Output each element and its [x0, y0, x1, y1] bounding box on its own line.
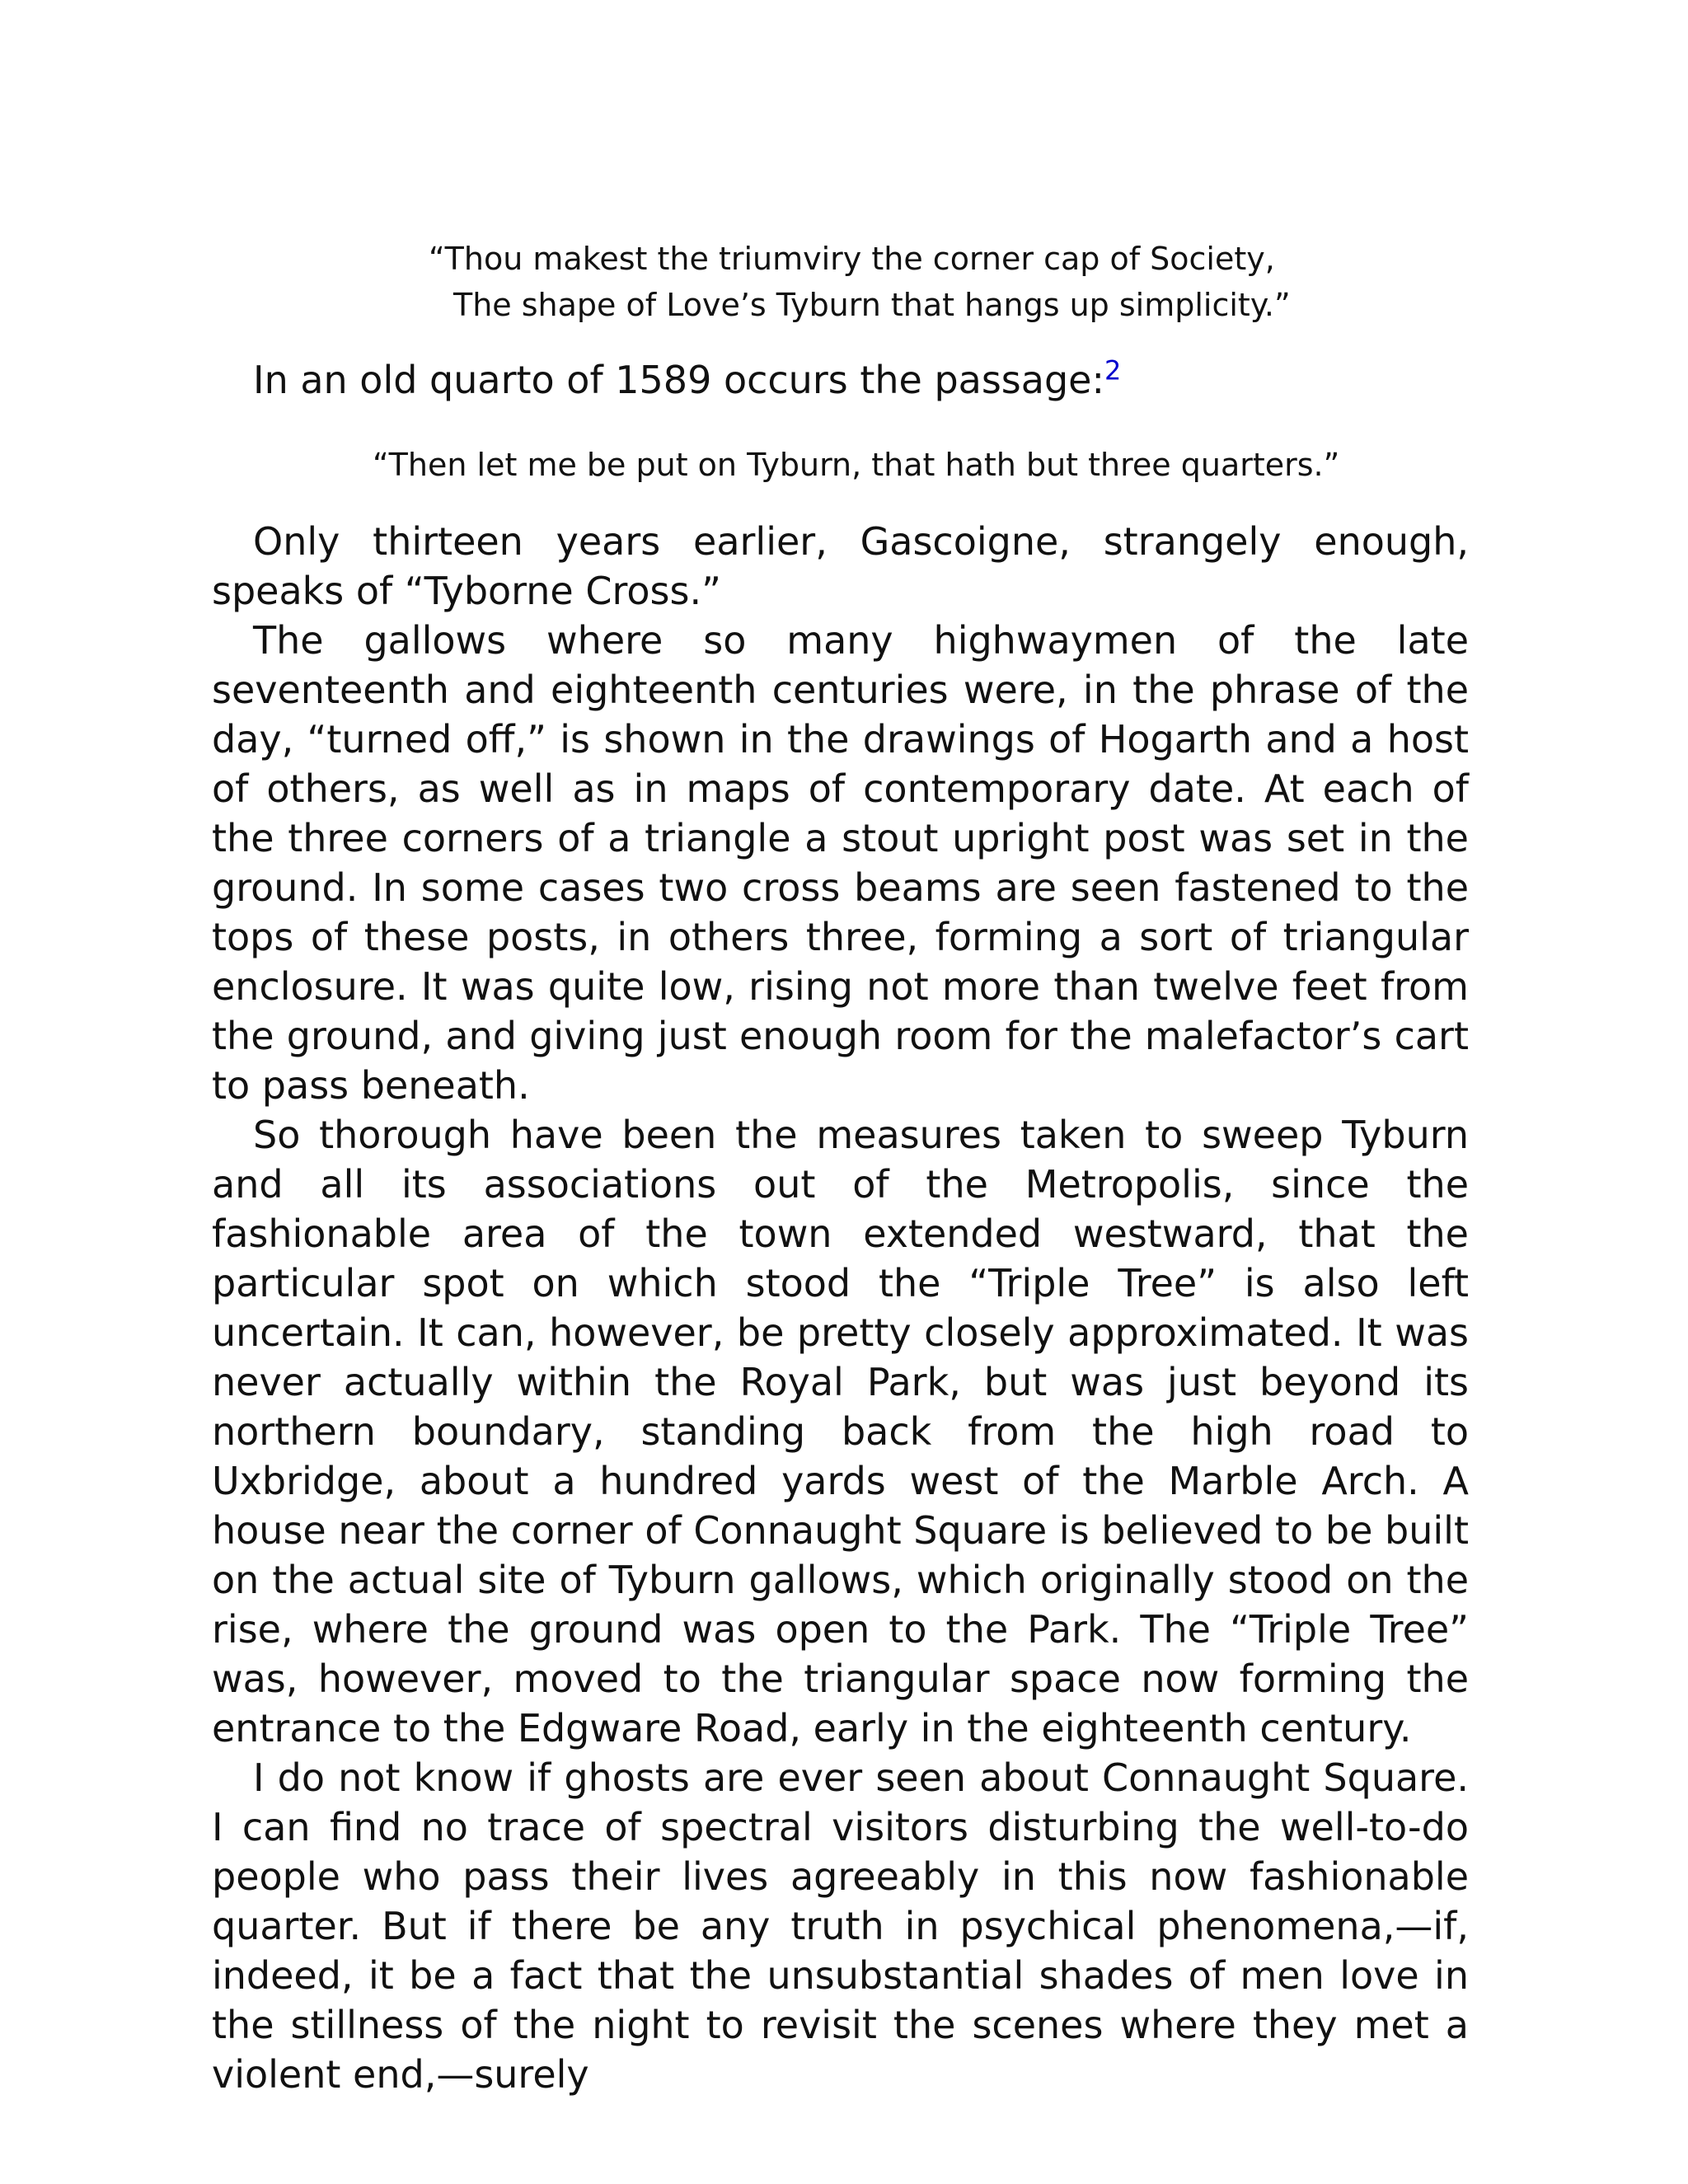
intro-line — [253, 354, 1489, 405]
paragraph-2: The gallows where so many highwaymen of the late seventeenth and eighteenth centuries were, in the phrase of the day, “turned off,” is shown in the drawings of Hogarth and a host of others, as well as in maps of contemporary date. At each of the three corners of a triangle a stout upright post was set in the ground. In some cases two cross beams are seen fastened to the tops of these posts, in others three, forming a sort of triangular enclosure. It was quite low, rising not more than twelve feet from the ground, and giving just enough room for the malefactor’s cart to pass beneath. — [212, 618, 1469, 1108]
intro-text: In an old quarto of 1589 occurs the passage: — [253, 358, 1104, 402]
verse-quote-2 — [373, 442, 1444, 488]
paragraph-3: So thorough have been the measures taken to sweep Tyburn and all its associations out of the Metropolis, since the fashionable area of the town extended westward, that the particular spot on which stood the “Triple Tree” is also left uncertain. It can, however, be pretty closely approximated. It was never actually within the Royal Park, but was just beyond its northern boundary, standing back from the high road to Uxbridge, about a hundred yards west of the Marble Arch. A house near the corner of Connaught Square is believed to be built on the actual site of Tyburn gallows, which originally stood on the rise, where the ground was open to the Park. The “Triple Tree” was, however, moved to the triangular space now forming the entrance to the Edgware Road, early in the eighteenth century. — [212, 1113, 1469, 1750]
paragraph-1: Only thirteen years earlier, Gascoigne, strangely enough, speaks of “Tyborne Cross.” — [212, 519, 1469, 613]
verse-line-1: “Thou makest the triumviry the corner cap of Society, — [429, 241, 1275, 277]
verse-line: “Then let me be put on Tyburn, that hath but three quarters.” — [373, 447, 1340, 483]
verse-quote-1 — [429, 236, 1418, 328]
footnote-link[interactable]: 2 — [1104, 354, 1122, 387]
verse-line-2: The shape of Love’s Tyburn that hangs up simplicity.” — [453, 287, 1291, 323]
body-text — [212, 517, 1469, 2099]
paragraph-4: I do not know if ghosts are ever seen about Connaught Square. I can find no trace of spectral visitors disturbing the well-to-do people who pass their lives agreeably in this now fashionable quarter. But if there be any truth in psychical phenomena,—if, indeed, it be a fact that the unsubstantial shades of men love in the stillness of the night to revisit the scenes where they met a violent end,—surely — [212, 1755, 1469, 2097]
